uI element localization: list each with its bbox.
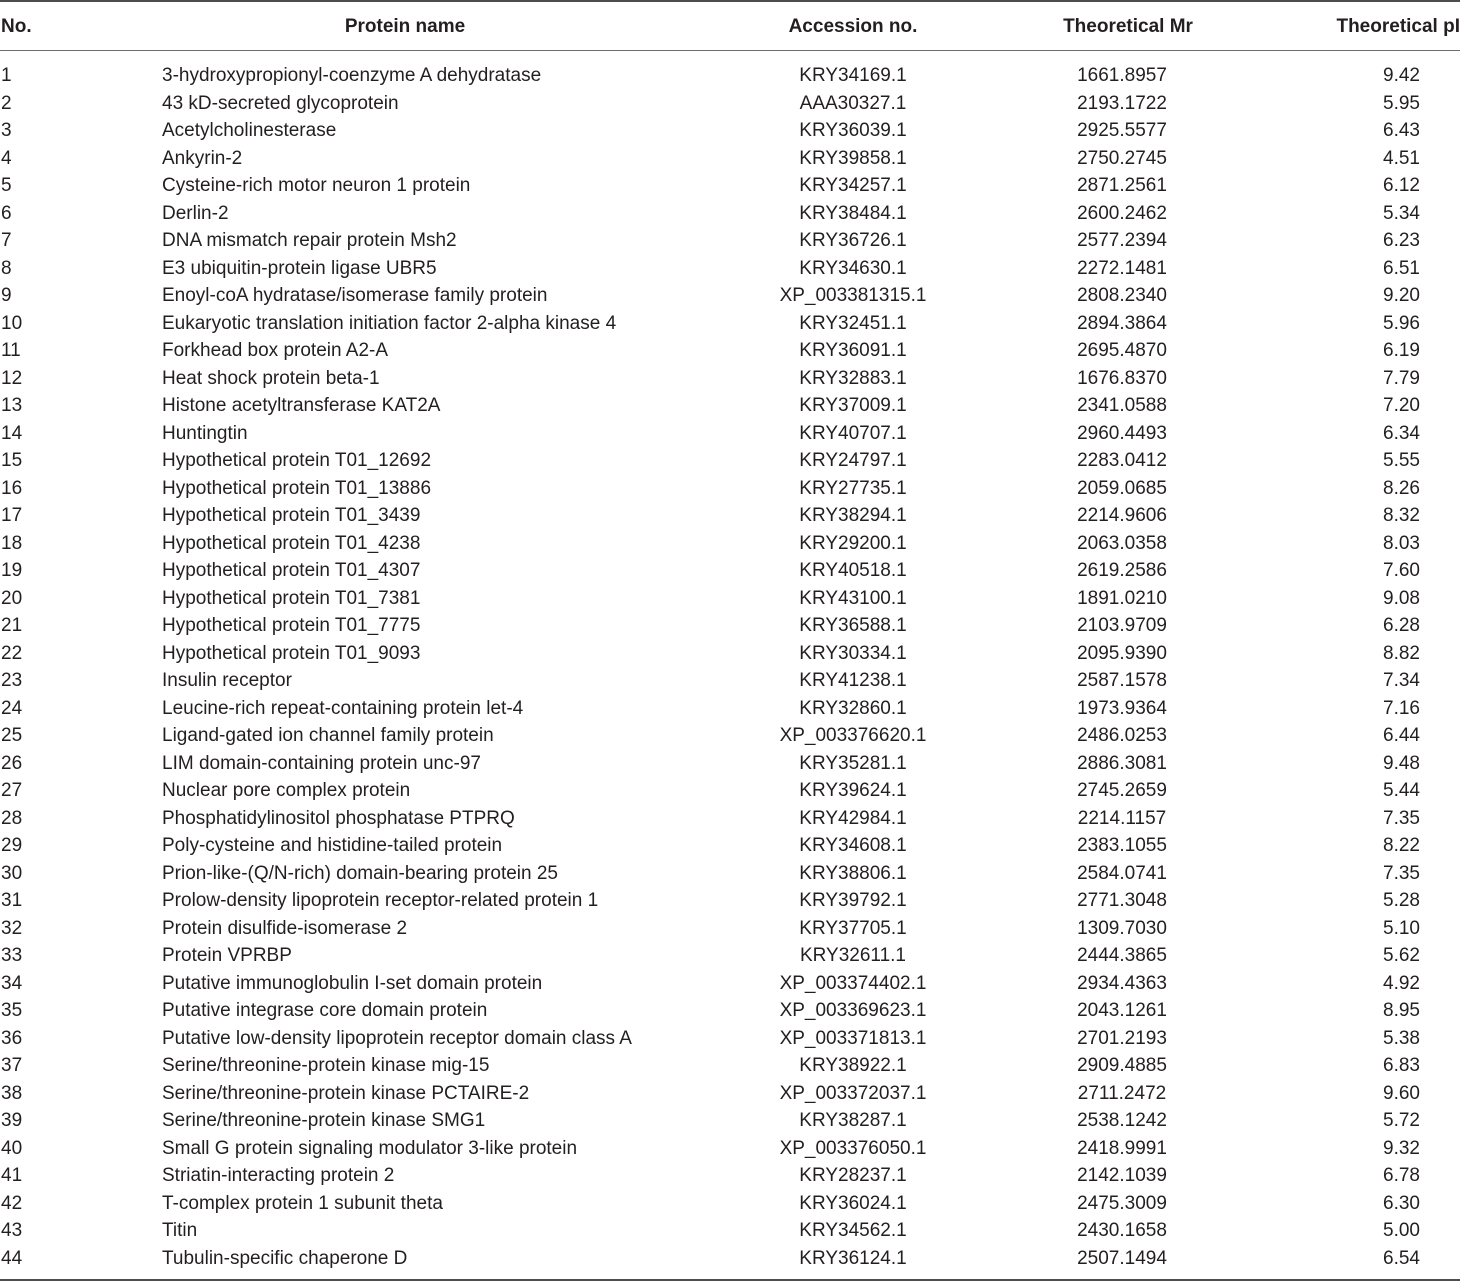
cell-no: 42 xyxy=(1,1192,23,1214)
cell-no: 26 xyxy=(1,752,23,774)
table-row xyxy=(0,1190,1460,1218)
cell-accession: KRY40707.1 xyxy=(799,422,907,444)
cell-accession: KRY29200.1 xyxy=(799,532,907,554)
cell-protein-name: Histone acetyltransferase KAT2A xyxy=(162,395,441,416)
cell-theoretical-pi: 9.08 xyxy=(1383,587,1420,609)
cell-protein-name: Ankyrin-2 xyxy=(162,147,243,169)
cell-protein-name: Cysteine-rich motor neuron 1 protein xyxy=(162,175,471,196)
cell-theoretical-mr: 2383.1055 xyxy=(1077,835,1167,856)
cell-theoretical-pi: 7.35 xyxy=(1383,807,1420,829)
table-row xyxy=(0,530,1460,558)
cell-no: 20 xyxy=(1,587,23,609)
cell-theoretical-mr: 2486.0253 xyxy=(1077,725,1167,746)
cell-accession: KRY32451.1 xyxy=(799,312,907,334)
cell-theoretical-mr: 2960.4493 xyxy=(1077,422,1167,444)
cell-theoretical-mr: 2193.1722 xyxy=(1077,92,1167,114)
cell-no: 27 xyxy=(1,780,23,801)
cell-accession: KRY40518.1 xyxy=(799,560,907,581)
cell-accession: KRY35281.1 xyxy=(799,752,907,774)
cell-accession: KRY34169.1 xyxy=(799,65,907,86)
cell-theoretical-mr: 2063.0358 xyxy=(1077,532,1167,554)
cell-no: 31 xyxy=(1,890,23,911)
cell-theoretical-pi: 6.54 xyxy=(1383,1247,1420,1269)
cell-no: 29 xyxy=(1,835,23,856)
table-row xyxy=(0,722,1460,750)
table-row xyxy=(0,667,1460,695)
cell-no: 21 xyxy=(1,615,23,636)
cell-no: 9 xyxy=(1,285,12,306)
cell-accession: XP_003374402.1 xyxy=(779,972,927,994)
cell-theoretical-pi: 5.28 xyxy=(1383,890,1420,911)
cell-accession: KRY36024.1 xyxy=(799,1192,907,1214)
cell-protein-name: Acetylcholinesterase xyxy=(162,120,337,141)
cell-accession: KRY34630.1 xyxy=(799,257,907,279)
cell-theoretical-mr: 2444.3865 xyxy=(1077,945,1167,966)
cell-theoretical-mr: 2507.1494 xyxy=(1077,1247,1167,1269)
cell-no: 44 xyxy=(1,1247,23,1269)
cell-protein-name: E3 ubiquitin-protein ligase UBR5 xyxy=(162,257,437,279)
cell-theoretical-pi: 6.44 xyxy=(1383,725,1420,746)
cell-theoretical-pi: 4.92 xyxy=(1383,972,1420,994)
cell-accession: KRY36124.1 xyxy=(799,1247,907,1269)
cell-theoretical-pi: 4.51 xyxy=(1383,147,1420,169)
table-row xyxy=(0,145,1460,173)
cell-accession: KRY43100.1 xyxy=(799,587,907,609)
cell-no: 28 xyxy=(1,807,23,829)
cell-theoretical-mr: 2272.1481 xyxy=(1077,257,1167,279)
cell-no: 22 xyxy=(1,642,23,664)
cell-theoretical-pi: 8.22 xyxy=(1383,835,1420,856)
cell-protein-name: Hypothetical protein T01_4238 xyxy=(162,532,421,554)
header-rule xyxy=(0,50,1460,51)
cell-theoretical-pi: 5.96 xyxy=(1383,312,1420,334)
cell-no: 4 xyxy=(1,147,12,169)
table-row xyxy=(0,970,1460,998)
table-row xyxy=(0,172,1460,200)
cell-accession: KRY37705.1 xyxy=(799,917,907,939)
cell-theoretical-mr: 2886.3081 xyxy=(1077,752,1167,774)
table-row xyxy=(0,585,1460,613)
cell-theoretical-mr: 2103.9709 xyxy=(1077,615,1167,636)
cell-theoretical-mr: 2142.1039 xyxy=(1077,1165,1167,1186)
header-accession: Accession no. xyxy=(788,16,918,37)
cell-protein-name: Derlin-2 xyxy=(162,202,229,224)
cell-accession: XP_003381315.1 xyxy=(779,285,927,306)
cell-no: 25 xyxy=(1,725,23,746)
cell-accession: XP_003371813.1 xyxy=(779,1027,927,1049)
cell-accession: KRY38922.1 xyxy=(799,1055,907,1076)
table-row xyxy=(0,832,1460,860)
cell-no: 36 xyxy=(1,1027,23,1049)
cell-protein-name: Poly-cysteine and histidine-tailed protein xyxy=(162,835,503,856)
cell-theoretical-mr: 2600.2462 xyxy=(1077,202,1167,224)
cell-theoretical-mr: 2341.0588 xyxy=(1077,395,1167,416)
cell-protein-name: DNA mismatch repair protein Msh2 xyxy=(162,230,457,251)
cell-theoretical-mr: 2701.2193 xyxy=(1077,1027,1167,1049)
cell-no: 23 xyxy=(1,670,23,691)
cell-accession: KRY38806.1 xyxy=(799,862,907,884)
cell-theoretical-mr: 1309.7030 xyxy=(1077,917,1167,939)
table-row xyxy=(0,447,1460,475)
cell-theoretical-pi: 6.51 xyxy=(1383,257,1420,279)
cell-protein-name: Hypothetical protein T01_3439 xyxy=(162,505,421,526)
cell-theoretical-pi: 6.34 xyxy=(1383,422,1420,444)
cell-no: 10 xyxy=(1,312,23,334)
cell-accession: KRY38287.1 xyxy=(799,1110,907,1131)
table-row xyxy=(0,1080,1460,1108)
cell-theoretical-pi: 9.32 xyxy=(1383,1137,1420,1159)
cell-accession: KRY36588.1 xyxy=(799,615,907,636)
cell-accession: KRY28237.1 xyxy=(799,1165,907,1186)
cell-accession: KRY30334.1 xyxy=(799,642,907,664)
cell-theoretical-mr: 2095.9390 xyxy=(1077,642,1167,664)
cell-theoretical-mr: 2745.2659 xyxy=(1077,780,1167,801)
cell-protein-name: T-complex protein 1 subunit theta xyxy=(162,1192,443,1214)
table-row xyxy=(0,365,1460,393)
cell-theoretical-pi: 8.82 xyxy=(1383,642,1420,664)
cell-theoretical-pi: 6.12 xyxy=(1383,175,1420,196)
cell-no: 30 xyxy=(1,862,23,884)
table-row xyxy=(0,62,1460,90)
cell-theoretical-mr: 2925.5577 xyxy=(1077,120,1167,141)
cell-theoretical-mr: 2711.2472 xyxy=(1077,1082,1167,1104)
cell-no: 40 xyxy=(1,1137,23,1159)
cell-no: 39 xyxy=(1,1110,23,1131)
cell-no: 8 xyxy=(1,257,12,279)
cell-theoretical-mr: 1661.8957 xyxy=(1077,65,1167,86)
cell-protein-name: Serine/threonine-protein kinase SMG1 xyxy=(162,1110,486,1131)
cell-theoretical-pi: 9.20 xyxy=(1383,285,1420,306)
cell-no: 7 xyxy=(1,230,12,251)
cell-theoretical-mr: 2214.9606 xyxy=(1077,505,1167,526)
cell-no: 18 xyxy=(1,532,23,554)
cell-protein-name: Hypothetical protein T01_13886 xyxy=(162,477,432,499)
top-rule xyxy=(0,0,1460,2)
table-row xyxy=(0,805,1460,833)
cell-accession: KRY24797.1 xyxy=(799,450,907,471)
cell-theoretical-mr: 2771.3048 xyxy=(1077,890,1167,911)
cell-accession: XP_003372037.1 xyxy=(779,1082,927,1104)
table-row xyxy=(0,1162,1460,1190)
cell-no: 17 xyxy=(1,505,23,526)
cell-theoretical-pi: 9.60 xyxy=(1383,1082,1420,1104)
cell-protein-name: Titin xyxy=(162,1220,198,1241)
table-row xyxy=(0,942,1460,970)
table-row xyxy=(0,392,1460,420)
cell-protein-name: Tubulin-specific chaperone D xyxy=(162,1247,408,1269)
cell-theoretical-mr: 2871.2561 xyxy=(1077,175,1167,196)
cell-no: 35 xyxy=(1,1000,23,1021)
cell-no: 43 xyxy=(1,1220,23,1241)
cell-theoretical-mr: 2059.0685 xyxy=(1077,477,1167,499)
cell-no: 37 xyxy=(1,1055,23,1076)
cell-accession: KRY34562.1 xyxy=(799,1220,907,1241)
cell-protein-name: LIM domain-containing protein unc-97 xyxy=(162,752,481,774)
cell-protein-name: Leucine-rich repeat-containing protein let-4 xyxy=(162,697,524,719)
cell-theoretical-mr: 2577.2394 xyxy=(1077,230,1167,251)
cell-protein-name: Hypothetical protein T01_9093 xyxy=(162,642,421,664)
cell-protein-name: Hypothetical protein T01_12692 xyxy=(162,450,432,471)
cell-theoretical-pi: 7.20 xyxy=(1383,395,1420,416)
cell-no: 32 xyxy=(1,917,23,939)
cell-theoretical-mr: 1676.8370 xyxy=(1077,367,1167,389)
cell-theoretical-pi: 8.26 xyxy=(1383,477,1420,499)
cell-theoretical-pi: 6.43 xyxy=(1383,120,1420,141)
table-row xyxy=(0,860,1460,888)
cell-no: 19 xyxy=(1,560,23,581)
cell-theoretical-mr: 2475.3009 xyxy=(1077,1192,1167,1214)
cell-accession: KRY34608.1 xyxy=(799,835,907,856)
cell-no: 16 xyxy=(1,477,23,499)
cell-theoretical-mr: 2909.4885 xyxy=(1077,1055,1167,1076)
cell-theoretical-mr: 2430.1658 xyxy=(1077,1220,1167,1241)
header-protein-name: Protein name xyxy=(344,16,466,37)
cell-theoretical-pi: 5.72 xyxy=(1383,1110,1420,1131)
cell-protein-name: Nuclear pore complex protein xyxy=(162,780,411,801)
header-no: No. xyxy=(1,16,32,37)
cell-accession: XP_003376050.1 xyxy=(779,1137,927,1159)
cell-protein-name: Heat shock protein beta-1 xyxy=(162,367,380,389)
cell-theoretical-mr: 2283.0412 xyxy=(1077,450,1167,471)
cell-no: 41 xyxy=(1,1165,23,1186)
header-theoretical-mr: Theoretical Mr xyxy=(1063,16,1193,37)
cell-protein-name: 3-hydroxypropionyl-coenzyme A dehydratase xyxy=(162,65,542,86)
cell-accession: KRY36091.1 xyxy=(799,340,907,361)
cell-theoretical-pi: 9.42 xyxy=(1383,65,1420,86)
cell-no: 34 xyxy=(1,972,23,994)
cell-theoretical-pi: 6.23 xyxy=(1383,230,1420,251)
table-row xyxy=(0,557,1460,585)
cell-theoretical-mr: 2538.1242 xyxy=(1077,1110,1167,1131)
cell-protein-name: Insulin receptor xyxy=(162,670,292,691)
cell-no: 1 xyxy=(1,65,12,86)
table-row xyxy=(0,640,1460,668)
cell-protein-name: 43 kD-secreted glycoprotein xyxy=(162,92,399,114)
cell-no: 12 xyxy=(1,367,23,389)
cell-theoretical-mr: 2043.1261 xyxy=(1077,1000,1167,1021)
table-row xyxy=(0,227,1460,255)
cell-theoretical-pi: 5.44 xyxy=(1383,780,1420,801)
cell-accession: KRY39858.1 xyxy=(799,147,907,169)
cell-accession: KRY39792.1 xyxy=(799,890,907,911)
cell-accession: KRY38484.1 xyxy=(799,202,907,224)
cell-protein-name: Hypothetical protein T01_7775 xyxy=(162,615,421,636)
cell-protein-name: Serine/threonine-protein kinase PCTAIRE-2 xyxy=(162,1082,530,1104)
cell-accession: KRY37009.1 xyxy=(799,395,907,416)
table-row xyxy=(0,310,1460,338)
cell-protein-name: Small G protein signaling modulator 3-like protein xyxy=(162,1137,578,1159)
table-row xyxy=(0,1217,1460,1245)
cell-no: 14 xyxy=(1,422,23,444)
table-row xyxy=(0,1135,1460,1163)
cell-theoretical-mr: 2418.9991 xyxy=(1077,1137,1167,1159)
cell-theoretical-pi: 6.28 xyxy=(1383,615,1420,636)
cell-theoretical-pi: 5.34 xyxy=(1383,202,1420,224)
cell-protein-name: Putative immunoglobulin I-set domain protein xyxy=(162,972,543,994)
cell-theoretical-pi: 5.62 xyxy=(1383,945,1420,966)
cell-theoretical-pi: 5.95 xyxy=(1383,92,1420,114)
cell-theoretical-pi: 5.10 xyxy=(1383,917,1420,939)
cell-protein-name: Hypothetical protein T01_7381 xyxy=(162,587,421,609)
table-row xyxy=(0,1107,1460,1135)
table-row xyxy=(0,337,1460,365)
cell-theoretical-mr: 2894.3864 xyxy=(1077,312,1167,334)
cell-no: 3 xyxy=(1,120,12,141)
cell-no: 11 xyxy=(1,340,21,361)
cell-theoretical-mr: 2214.1157 xyxy=(1077,807,1167,829)
bottom-rule xyxy=(0,1279,1460,1281)
table-row xyxy=(0,777,1460,805)
cell-theoretical-mr: 2695.4870 xyxy=(1077,340,1167,361)
table-row xyxy=(0,282,1460,310)
cell-theoretical-pi: 5.00 xyxy=(1383,1220,1420,1241)
cell-theoretical-mr: 2808.2340 xyxy=(1077,285,1167,306)
cell-accession: KRY27735.1 xyxy=(799,477,907,499)
cell-accession: KRY34257.1 xyxy=(799,175,907,196)
table-body xyxy=(0,62,1460,1272)
table-row xyxy=(0,915,1460,943)
cell-accession: KRY38294.1 xyxy=(799,505,907,526)
table-row xyxy=(0,117,1460,145)
cell-theoretical-mr: 1891.0210 xyxy=(1077,587,1167,609)
cell-theoretical-pi: 5.38 xyxy=(1383,1027,1420,1049)
cell-theoretical-pi: 8.32 xyxy=(1383,505,1420,526)
cell-accession: KRY36039.1 xyxy=(799,120,907,141)
cell-protein-name: Enoyl-coA hydratase/isomerase family protein xyxy=(162,285,548,306)
cell-theoretical-pi: 6.78 xyxy=(1383,1165,1420,1186)
table-row xyxy=(0,502,1460,530)
cell-protein-name: Prolow-density lipoprotein receptor-related protein 1 xyxy=(162,890,599,911)
cell-accession: KRY41238.1 xyxy=(799,670,907,691)
cell-accession: KRY32860.1 xyxy=(799,697,907,719)
table-row xyxy=(0,612,1460,640)
cell-no: 5 xyxy=(1,175,12,196)
cell-protein-name: Forkhead box protein A2-A xyxy=(162,340,389,361)
cell-theoretical-pi: 7.16 xyxy=(1383,697,1420,719)
cell-protein-name: Protein disulfide-isomerase 2 xyxy=(162,917,408,939)
cell-protein-name: Prion-like-(Q/N-rich) domain-bearing protein 25 xyxy=(162,862,558,884)
cell-protein-name: Putative integrase core domain protein xyxy=(162,1000,488,1021)
cell-theoretical-mr: 2934.4363 xyxy=(1077,972,1167,994)
table-row xyxy=(0,997,1460,1025)
table-row xyxy=(0,255,1460,283)
header-theoretical-pi: Theoretical pI xyxy=(1336,16,1460,37)
cell-theoretical-pi: 6.83 xyxy=(1383,1055,1420,1076)
cell-theoretical-pi: 8.03 xyxy=(1383,532,1420,554)
cell-theoretical-pi: 6.30 xyxy=(1383,1192,1420,1214)
table-row xyxy=(0,750,1460,778)
table-row xyxy=(0,1025,1460,1053)
cell-theoretical-mr: 2750.2745 xyxy=(1077,147,1167,169)
cell-theoretical-pi: 8.95 xyxy=(1383,1000,1420,1021)
cell-theoretical-pi: 7.35 xyxy=(1383,862,1420,884)
cell-no: 2 xyxy=(1,92,12,114)
cell-accession: KRY32883.1 xyxy=(799,367,907,389)
table-row xyxy=(0,200,1460,228)
cell-protein-name: Ligand-gated ion channel family protein xyxy=(162,725,494,746)
cell-theoretical-mr: 2619.2586 xyxy=(1077,560,1167,581)
cell-theoretical-pi: 9.48 xyxy=(1383,752,1420,774)
table-row xyxy=(0,90,1460,118)
table-row xyxy=(0,475,1460,503)
cell-no: 13 xyxy=(1,395,23,416)
cell-accession: KRY36726.1 xyxy=(799,230,907,251)
cell-accession: KRY39624.1 xyxy=(799,780,907,801)
cell-protein-name: Huntingtin xyxy=(162,422,248,444)
cell-protein-name: Eukaryotic translation initiation factor 2-alpha kinase 4 xyxy=(162,312,617,334)
cell-theoretical-pi: 6.19 xyxy=(1383,340,1420,361)
cell-no: 38 xyxy=(1,1082,23,1104)
cell-accession: AAA30327.1 xyxy=(799,92,907,114)
cell-protein-name: Serine/threonine-protein kinase mig-15 xyxy=(162,1055,490,1076)
table-row xyxy=(0,887,1460,915)
cell-protein-name: Putative low-density lipoprotein receptor domain class A xyxy=(162,1027,632,1049)
cell-protein-name: Phosphatidylinositol phosphatase PTPRQ xyxy=(162,807,515,829)
cell-theoretical-mr: 2584.0741 xyxy=(1077,862,1167,884)
cell-no: 33 xyxy=(1,945,23,966)
cell-accession: XP_003376620.1 xyxy=(779,725,927,746)
cell-theoretical-pi: 7.79 xyxy=(1383,367,1420,389)
table-row xyxy=(0,420,1460,448)
cell-accession: KRY32611.1 xyxy=(800,945,906,966)
cell-no: 24 xyxy=(1,697,23,719)
cell-theoretical-pi: 7.34 xyxy=(1383,670,1420,691)
cell-theoretical-pi: 5.55 xyxy=(1383,450,1420,471)
cell-no: 6 xyxy=(1,202,12,224)
cell-accession: XP_003369623.1 xyxy=(779,1000,927,1021)
table-row xyxy=(0,1245,1460,1273)
cell-protein-name: Hypothetical protein T01_4307 xyxy=(162,560,421,581)
cell-theoretical-pi: 7.60 xyxy=(1383,560,1420,581)
table-row xyxy=(0,1052,1460,1080)
cell-protein-name: Protein VPRBP xyxy=(162,945,292,966)
table-row xyxy=(0,695,1460,723)
cell-protein-name: Striatin-interacting protein 2 xyxy=(162,1165,395,1186)
cell-accession: KRY42984.1 xyxy=(799,807,907,829)
cell-theoretical-mr: 2587.1578 xyxy=(1077,670,1167,691)
cell-no: 15 xyxy=(1,450,23,471)
cell-theoretical-mr: 1973.9364 xyxy=(1077,697,1167,719)
